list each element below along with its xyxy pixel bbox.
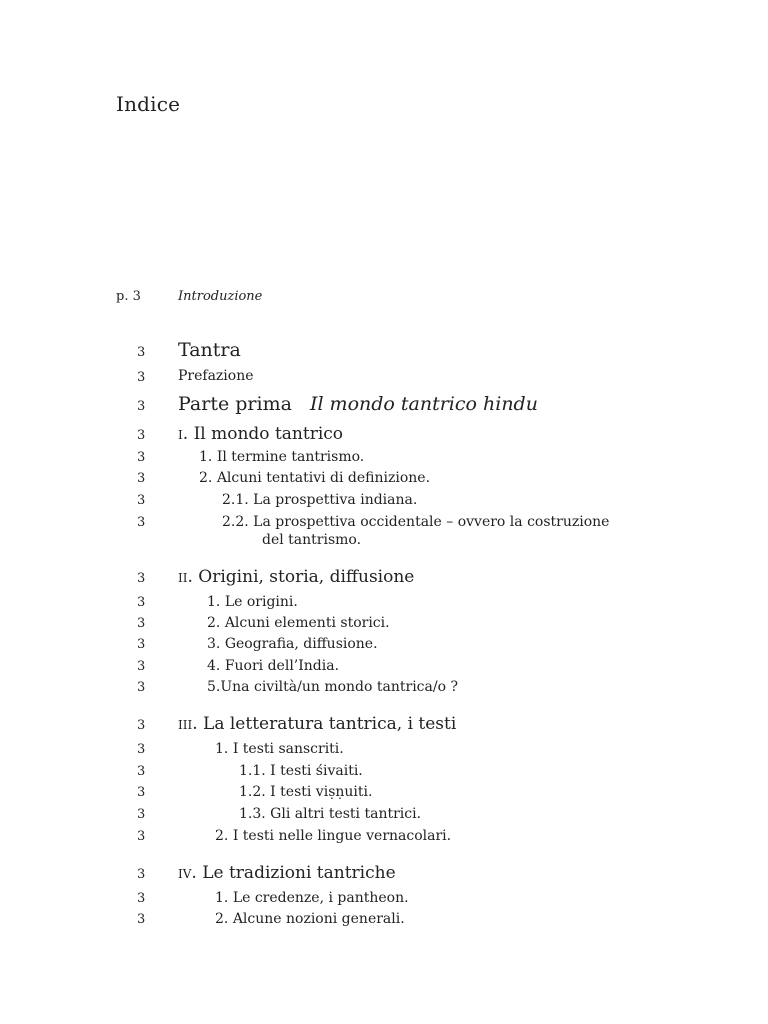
entry-label — [178, 863, 396, 883]
page-number: 3 — [137, 428, 146, 443]
section-title: Alcuni elementi storici. — [224, 615, 390, 631]
chapter-title: La letteratura tantrica, i testi — [203, 714, 457, 734]
entry-label — [222, 492, 417, 508]
part-label: Parte prima — [178, 393, 292, 415]
entry-label — [178, 424, 343, 444]
chapter-title: Origini, storia, diffusione — [198, 567, 415, 587]
entry-label — [239, 784, 372, 800]
page-title: Indice — [116, 92, 181, 116]
chapter-title: Il mondo tantrico — [193, 424, 344, 444]
section-title: Fuori dell’India. — [224, 658, 340, 674]
page-number: 3 — [137, 764, 146, 779]
page-number: 3 — [137, 867, 146, 882]
entry-label — [239, 763, 363, 779]
entry-label: Tantra — [178, 339, 241, 361]
section-number: 1.2. — [239, 784, 266, 800]
entry-label — [207, 615, 390, 631]
page-number: 3 — [137, 370, 146, 385]
page-number: 3 — [137, 595, 146, 610]
section-number: 5. — [207, 679, 221, 695]
entry-label: Introduzione — [178, 289, 263, 304]
chapter-title: Le tradizioni tantriche — [202, 863, 396, 883]
entry-label — [239, 806, 421, 822]
entry-label — [207, 594, 298, 610]
section-number: 1. — [215, 890, 229, 906]
page-number: 3 — [137, 637, 146, 652]
section-number: 2. — [207, 615, 221, 631]
section-title: Le origini. — [224, 594, 298, 610]
page-number: 3 — [137, 807, 146, 822]
page-number: 3 — [137, 742, 146, 757]
chapter-number: iii. — [178, 714, 198, 734]
page-number: 3 — [137, 450, 146, 465]
page-number: 3 — [137, 493, 146, 508]
entry-label — [178, 567, 414, 587]
entry-label — [207, 679, 458, 695]
page-number: 3 — [137, 471, 146, 486]
page-number: 3 — [137, 785, 146, 800]
section-number: 1. — [207, 594, 221, 610]
entry-label — [222, 514, 609, 530]
page-number: 3 — [137, 571, 146, 586]
page-number: 3 — [137, 912, 146, 927]
page-number: 3 — [137, 616, 146, 631]
section-number: 2. — [215, 828, 229, 844]
part-subtitle: Il mondo tantrico hindu — [309, 393, 538, 415]
section-number: 2.2. — [222, 514, 249, 530]
section-number: 1. — [215, 741, 229, 757]
entry-label — [207, 636, 378, 652]
section-title-continued: del tantrismo. — [262, 532, 362, 548]
section-number: 1.3. — [239, 806, 266, 822]
page-number: 3 — [137, 515, 146, 530]
section-title: La prospettiva occidentale – ovvero la costruzione — [253, 514, 610, 530]
entry-label — [178, 393, 538, 415]
chapter-number: iv. — [178, 863, 197, 883]
entry-label — [199, 470, 430, 486]
section-title: Alcuni tentativi di definizione. — [216, 470, 431, 486]
section-number: 2.1. — [222, 492, 249, 508]
chapter-number: i. — [178, 424, 189, 444]
section-title: I testi viṣṇuiti. — [270, 784, 373, 800]
entry-label — [199, 449, 364, 465]
page-number: 3 — [137, 345, 146, 360]
page-number: 3 — [137, 829, 146, 844]
entry-label — [215, 911, 405, 927]
page-number: p. 3 — [116, 289, 141, 304]
entry-label — [215, 741, 344, 757]
section-number: 3. — [207, 636, 221, 652]
section-title: Le credenze, i pantheon. — [232, 890, 409, 906]
section-title: I testi nelle lingue vernacolari. — [232, 828, 452, 844]
section-number: 4. — [207, 658, 221, 674]
section-title: I testi sanscriti. — [232, 741, 344, 757]
section-number: 1.1. — [239, 763, 266, 779]
section-title: La prospettiva indiana. — [253, 492, 418, 508]
page-number: 3 — [137, 399, 146, 414]
entry-label — [178, 714, 456, 734]
section-title: Gli altri testi tantrici. — [270, 806, 422, 822]
page-number: 3 — [137, 718, 146, 733]
section-number: 2. — [199, 470, 213, 486]
page-number: 3 — [137, 891, 146, 906]
page-number: 3 — [137, 659, 146, 674]
section-title: Alcune nozioni generali. — [232, 911, 405, 927]
entry-label — [207, 658, 339, 674]
entry-label: Prefazione — [178, 368, 254, 384]
section-title: Una civiltà/un mondo tantrica/o ? — [220, 679, 458, 695]
section-number: 1. — [199, 449, 213, 465]
section-title: I testi śivaiti. — [270, 763, 363, 779]
entry-label — [215, 890, 409, 906]
chapter-number: ii. — [178, 567, 193, 587]
entry-label — [215, 828, 451, 844]
section-title: Il termine tantrismo. — [216, 449, 365, 465]
section-number: 2. — [215, 911, 229, 927]
page-number: 3 — [137, 680, 146, 695]
section-title: Geografia, diffusione. — [224, 636, 378, 652]
